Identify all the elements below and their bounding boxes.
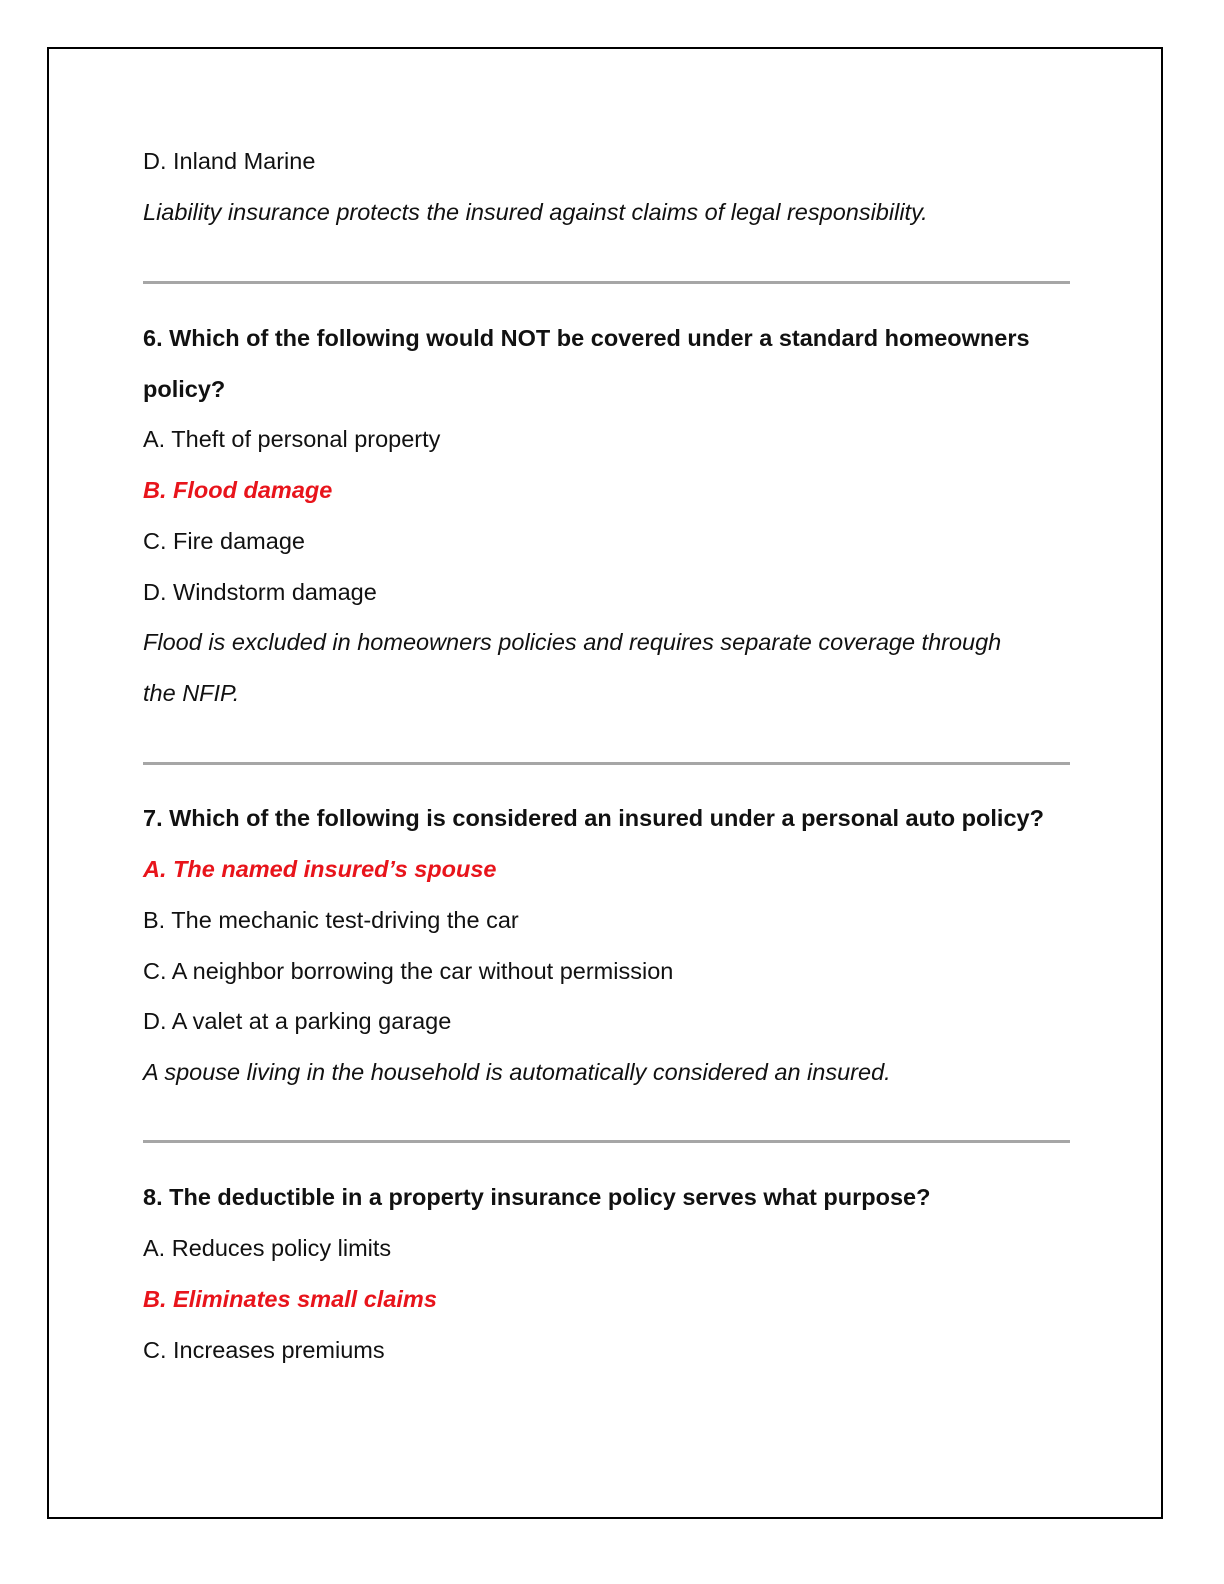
q6-option-b-correct: B. Flood damage	[143, 477, 333, 503]
q7-option-a-correct: A. The named insured’s spouse	[143, 856, 497, 882]
q6-question-line2: policy?	[143, 376, 226, 402]
divider	[143, 762, 1070, 765]
q8-option-a: A. Reduces policy limits	[143, 1235, 392, 1261]
divider	[143, 281, 1070, 284]
q7-option-c: C. A neighbor borrowing the car without permission	[143, 958, 674, 984]
q6-explanation-line1: Flood is excluded in homeowners policies and requires separate coverage through	[143, 629, 1002, 655]
q6-explanation-line2: the NFIP.	[143, 680, 240, 706]
q5-option-d: D. Inland Marine	[143, 148, 316, 174]
q8-question: 8. The deductible in a property insurance policy serves what purpose?	[143, 1184, 931, 1210]
q6-option-d: D. Windstorm damage	[143, 579, 377, 605]
q5-explanation: Liability insurance protects the insured against claims of legal responsibility.	[143, 199, 928, 225]
q8-option-b-correct: B. Eliminates small claims	[143, 1286, 437, 1312]
q6-option-c: C. Fire damage	[143, 528, 305, 554]
q7-option-b: B. The mechanic test-driving the car	[143, 907, 519, 933]
q7-question: 7. Which of the following is considered an insured under a personal auto policy?	[143, 805, 1044, 831]
q6-option-a: A. Theft of personal property	[143, 426, 441, 452]
q6-question-line1: 6. Which of the following would NOT be covered under a standard homeowners	[143, 325, 1030, 351]
q8-option-c: C. Increases premiums	[143, 1337, 385, 1363]
q7-explanation: A spouse living in the household is automatically considered an insured.	[143, 1059, 891, 1085]
divider	[143, 1140, 1070, 1143]
q7-option-d: D. A valet at a parking garage	[143, 1008, 452, 1034]
